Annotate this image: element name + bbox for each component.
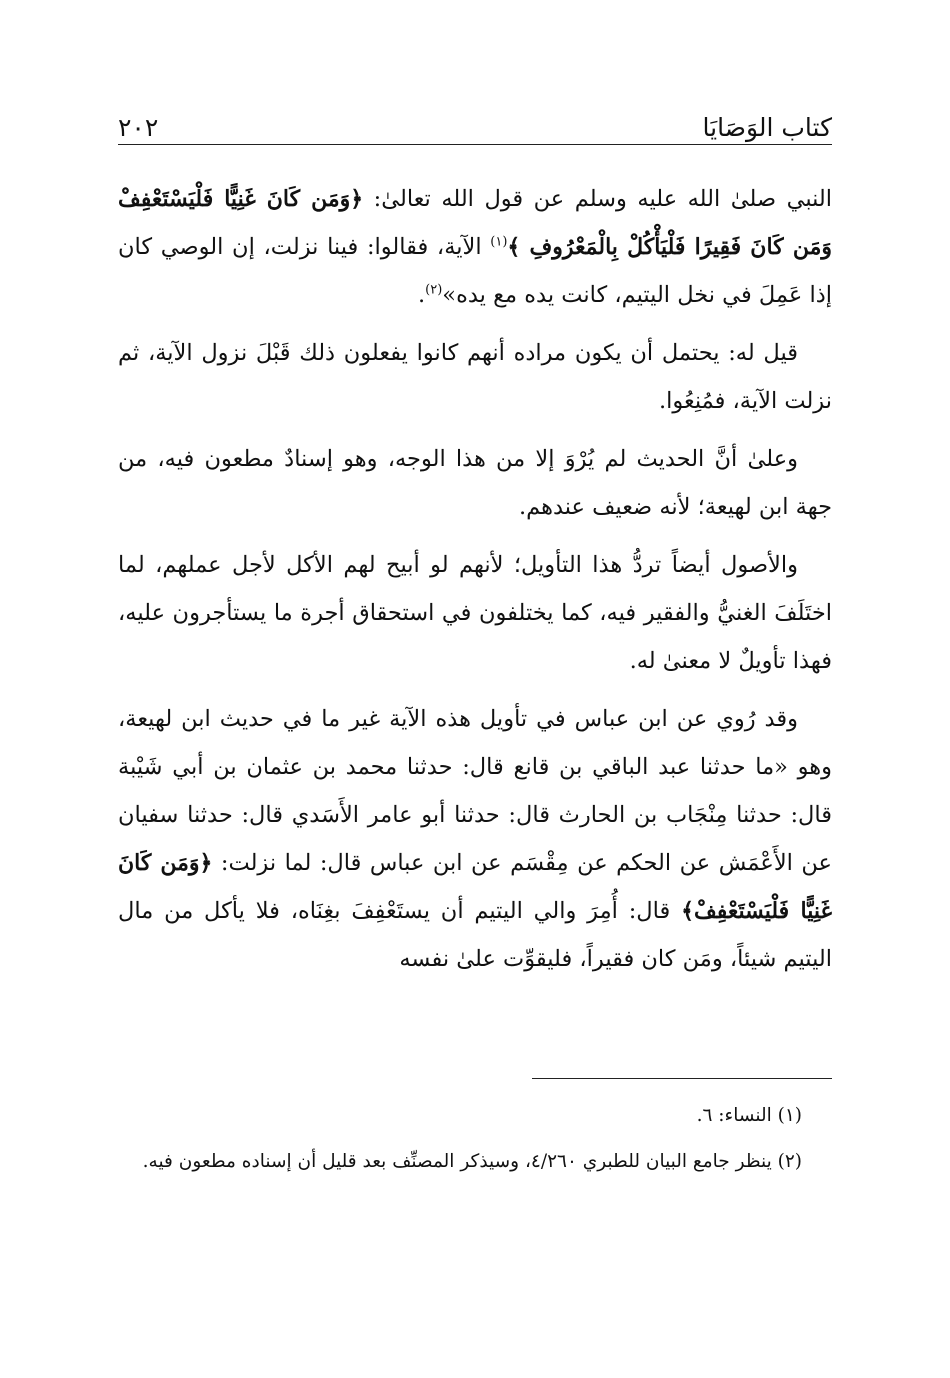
book-page [118, 0, 832, 1378]
quran-verse-1: ﴿وَمَن كَانَ غَنِيًّا فَلْيَسْتَعْفِفْ وَمَن كَانَ فَقِيرًا فَلْيَأْكُلْ بِالْمَعْرُوفِ ﴾ [118, 186, 832, 260]
paragraph-2: قيل له: يحتمل أن يكون مراده أنهم كانوا يفعلون ذلك قَبْلَ نزول الآية، ثم نزلت الآية، فمُنِعُوا. [118, 340, 832, 414]
paragraph-1 [118, 175, 832, 319]
running-title: كتاب الوَصَايَا [702, 113, 832, 142]
running-header [118, 100, 832, 145]
paragraph-1-text-b: الآية، فقالوا: فينا نزلت، إن الوصي كان إذا عَمِلَ في نخل اليتيم، كانت يده مع يده» [118, 234, 832, 308]
quran-verse-2: ﴿وَمَن كَانَ غَنِيًّا فَلْيَسْتَعْفِفْ﴾ [118, 850, 832, 924]
paragraph-5 [118, 695, 832, 983]
paragraph-1-text-c: . [418, 282, 426, 308]
footnotes [118, 1096, 832, 1188]
paragraph-5-text-b: قال: أُمِرَ والي اليتيم أن يستَعْفِفَ بغِنَاه، فلا يأكل من مال اليتيم شيئاً، ومَن كان فقيراً، فليقوِّت علىٰ نفسه [118, 898, 832, 972]
paragraph-1-text-a: النبي صلىٰ الله عليه وسلم عن قول الله تعالىٰ: [363, 186, 833, 212]
paragraph-5-text-a: وقد رُوي عن ابن عباس في تأويل هذه الآية غير ما في حديث ابن لهيعة، وهو «ما حدثنا عبد الباقي بن قانع قال: حدثنا محمد بن عثمان بن أبي شَيْبة قال: حدثنا مِنْجَاب بن الحارث قال: حدثنا أبو عامر الأَسَدي قال: حدثنا سفيان عن الأَعْمَش عن الحكم عن مِقْسَم عن ابن عباس قال: لما نزلت: [118, 706, 832, 876]
footnote-1: (١) النساء: ٦. [696, 1105, 802, 1126]
paragraph-3: وعلىٰ أنَّ الحديث لم يُرْوَ إلا من هذا الوجه، وهو إسنادٌ مطعون فيه، من جهة ابن لهيعة؛ لأنه ضعيف عندهم. [118, 446, 832, 520]
footnote-ref-1: (١) [490, 234, 508, 250]
footnote-separator [532, 1078, 832, 1079]
paragraph-4: والأصول أيضاً تردُّ هذا التأويل؛ لأنهم لو أبيح لهم الأكل لأجل عملهم، لما اختَلَفَ الغنيُّ والفقير فيه، كما يختلفون في استحقاق أجرة ما يستأجرون عليه، فهذا تأويلٌ لا معنىٰ له. [118, 552, 832, 674]
footnote-2: (٢) ينظر جامع البيان للطبري ٤/٢٦٠، وسيذكر المصنِّف بعد قليل أن إسناده مطعون فيه. [142, 1151, 802, 1172]
main-text [118, 175, 832, 993]
footnote-ref-2: (٢) [425, 282, 443, 298]
page-number: ٢٠٢ [118, 113, 159, 142]
